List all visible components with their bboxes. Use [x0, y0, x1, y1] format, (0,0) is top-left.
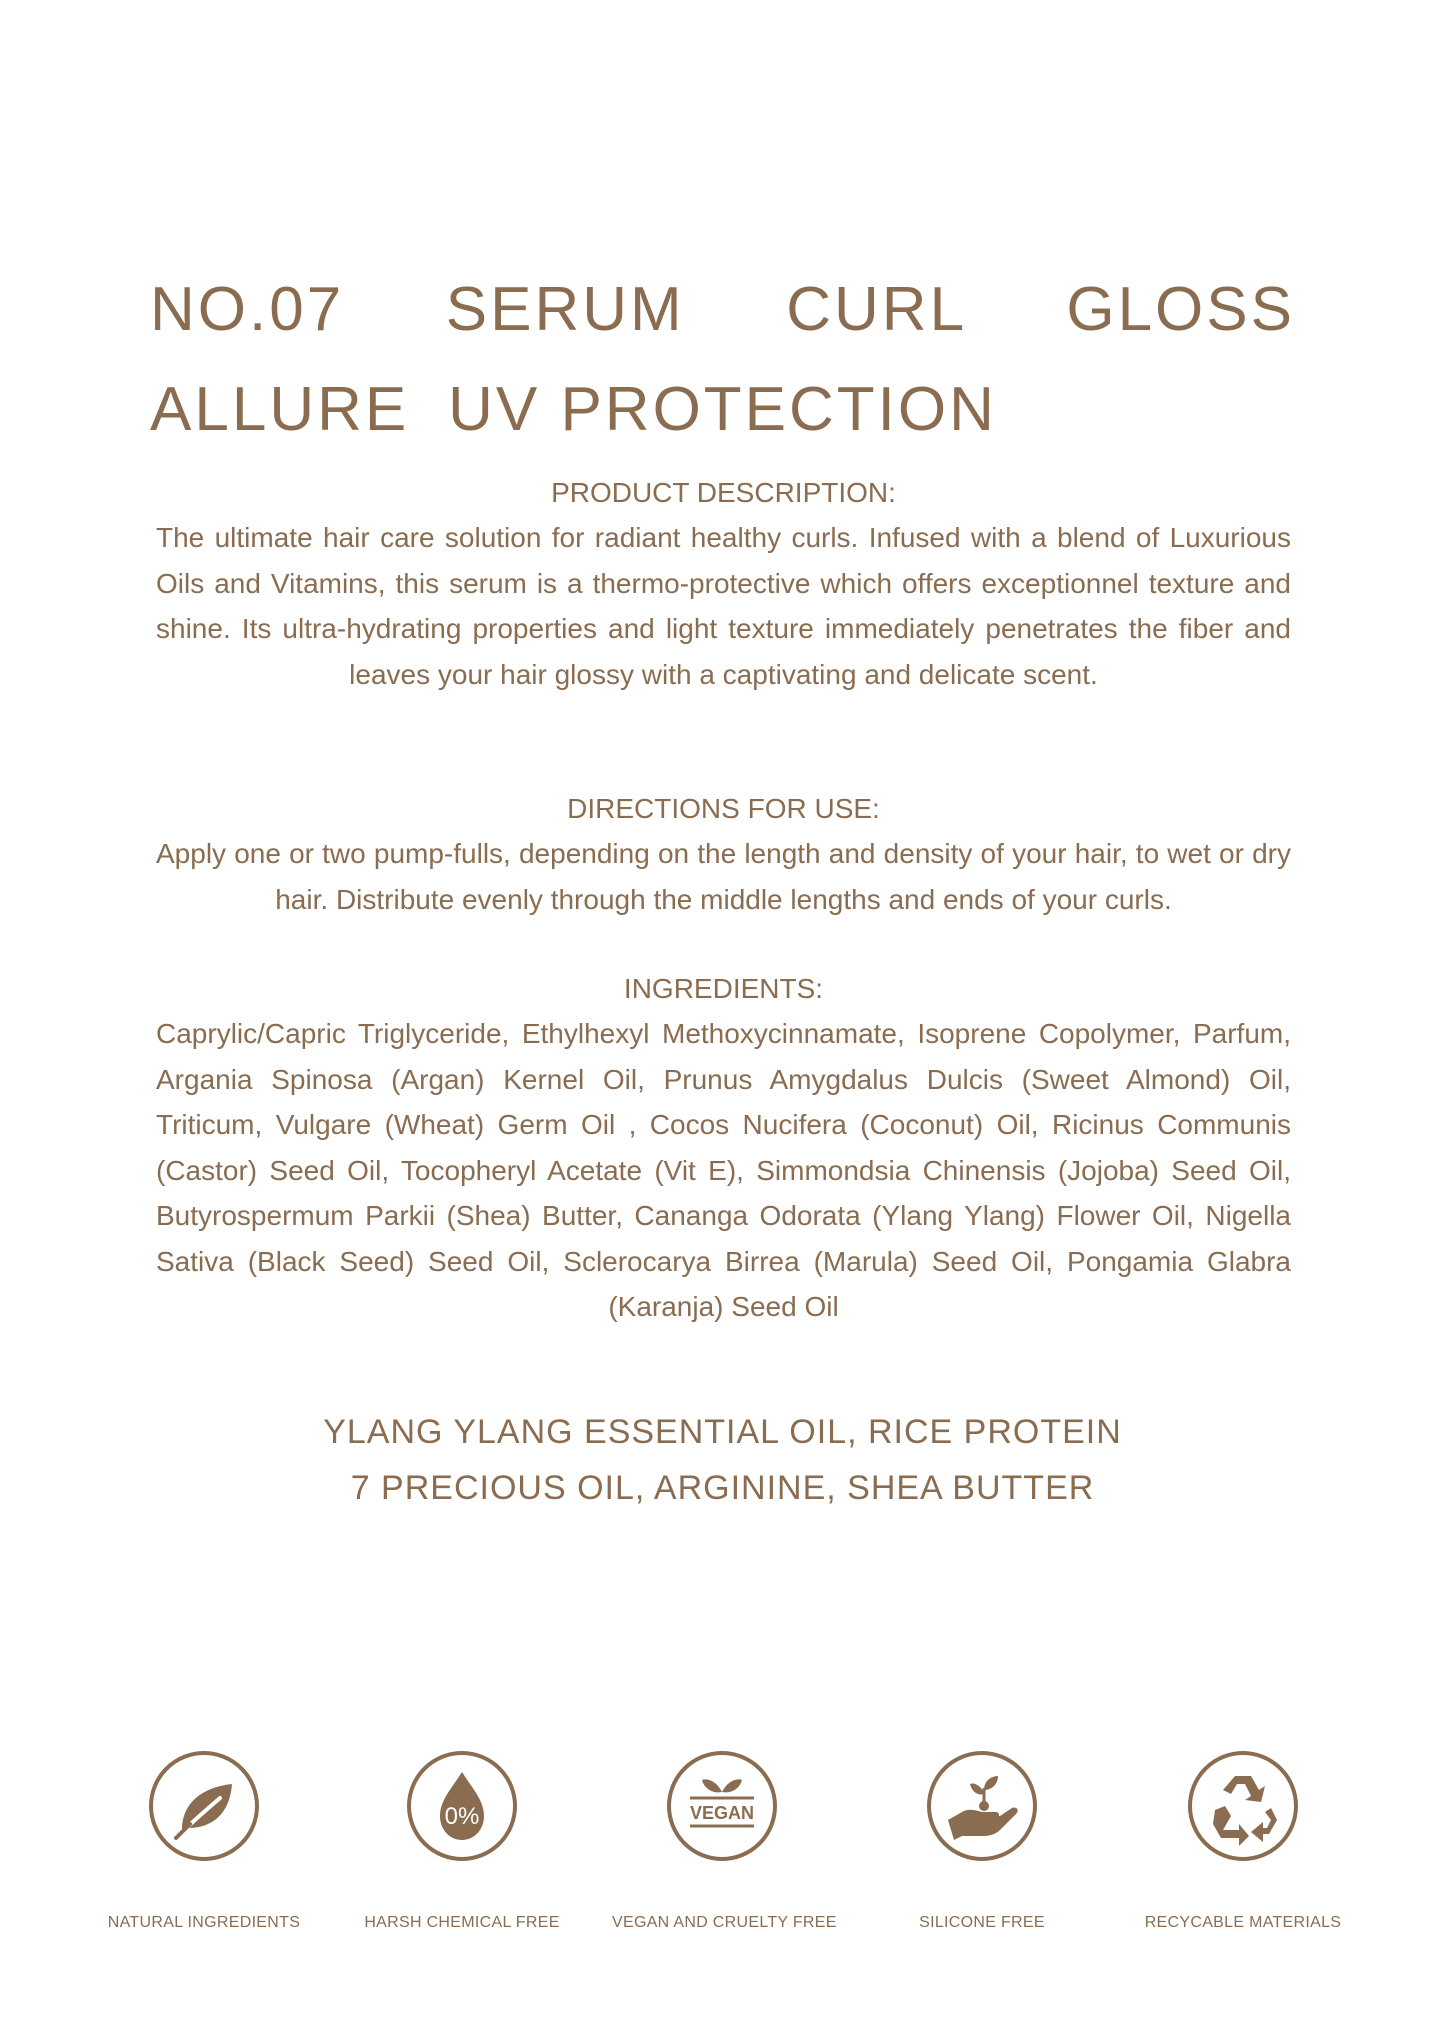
- vegan-text: VEGAN: [689, 1803, 755, 1823]
- product-description-section: [156, 470, 1291, 697]
- badge-natural-ingredients: [94, 1750, 314, 1932]
- ingredients-text: Caprylic/Capric Triglyceride, Ethylhexyl Methoxycinnamate, Isoprene Copolymer, Parfum, Argania Spinosa (Argan) Kernel Oil, Prunus Amygdalus Dulcis (Sweet Almond) Oil, Triticum, Vulgare (Wheat) Germ Oil , Cocos Nucifera (Coconut) Oil, Ricinus Communis (Castor) Seed Oil, Tocopheryl Acetate (Vit E), Simmondsia Chinensis (Jojoba) Seed Oil, Butyrospermum Parkii (Shea) Butter, Cananga Odorata (Ylang Ylang) Flower Oil, Nigella Sativa (Black Seed) Seed Oil, Sclerocarya Birrea (Marula) Seed Oil, Pongamia Glabra (Karanja) Seed Oil: [156, 1018, 1291, 1322]
- badge-label: RECYCABLE MATERIALS: [1144, 1914, 1342, 1931]
- badge-label: HARSH CHEMICAL FREE: [364, 1914, 560, 1931]
- drop-zero-percent-icon: [406, 1750, 518, 1862]
- ingredients-section: [156, 966, 1291, 1330]
- key-ingredients-highlight: [150, 1404, 1295, 1516]
- key-ingredients-line-2: 7 PRECIOUS OIL, ARGININE, SHEA BUTTER: [350, 1469, 1095, 1507]
- vegan-icon: [666, 1750, 778, 1862]
- recycle-icon: [1187, 1750, 1299, 1862]
- hand-sprout-icon: [926, 1750, 1038, 1862]
- badge-harsh-chemical-free: [352, 1750, 572, 1932]
- badge-label: NATURAL INGREDIENTS: [107, 1914, 301, 1931]
- badge-recycable-materials: [1133, 1750, 1353, 1932]
- badge-vegan-cruelty-free: [612, 1750, 837, 1932]
- badge-label: VEGAN AND CRUELTY FREE: [612, 1914, 837, 1931]
- directions-text: Apply one or two pump-fulls, depending on the length and density of your hair, to wet or dry hair. Distribute evenly through the middle lengths and ends of your curls.: [156, 838, 1291, 915]
- directions-section: [156, 786, 1291, 922]
- product-title-line-1: NO.07 SERUM CURL GLOSS ALLURE: [150, 275, 1295, 444]
- directions-heading: DIRECTIONS FOR USE:: [567, 793, 880, 824]
- product-description-heading: PRODUCT DESCRIPTION:: [551, 477, 896, 508]
- key-ingredients-line-1: YLANG YLANG ESSENTIAL OIL, RICE PROTEIN: [323, 1413, 1122, 1451]
- ingredients-heading: INGREDIENTS:: [623, 973, 824, 1004]
- product-description-text: The ultimate hair care solution for radiant healthy curls. Infused with a blend of Luxurious Oils and Vitamins, this serum is a thermo-protective which offers exceptionnel texture and shine. Its ultra-hydrating properties and light texture immediately penetrates the fiber and leaves your hair glossy with a captivating and delicate scent.: [156, 522, 1291, 690]
- leaf-icon: [148, 1750, 260, 1862]
- product-title-line-2: UV PROTECTION: [448, 375, 997, 444]
- badge-label: SILICONE FREE: [919, 1914, 1045, 1931]
- badge-silicone-free: [872, 1750, 1092, 1932]
- zero-percent-text: 0%: [444, 1803, 480, 1830]
